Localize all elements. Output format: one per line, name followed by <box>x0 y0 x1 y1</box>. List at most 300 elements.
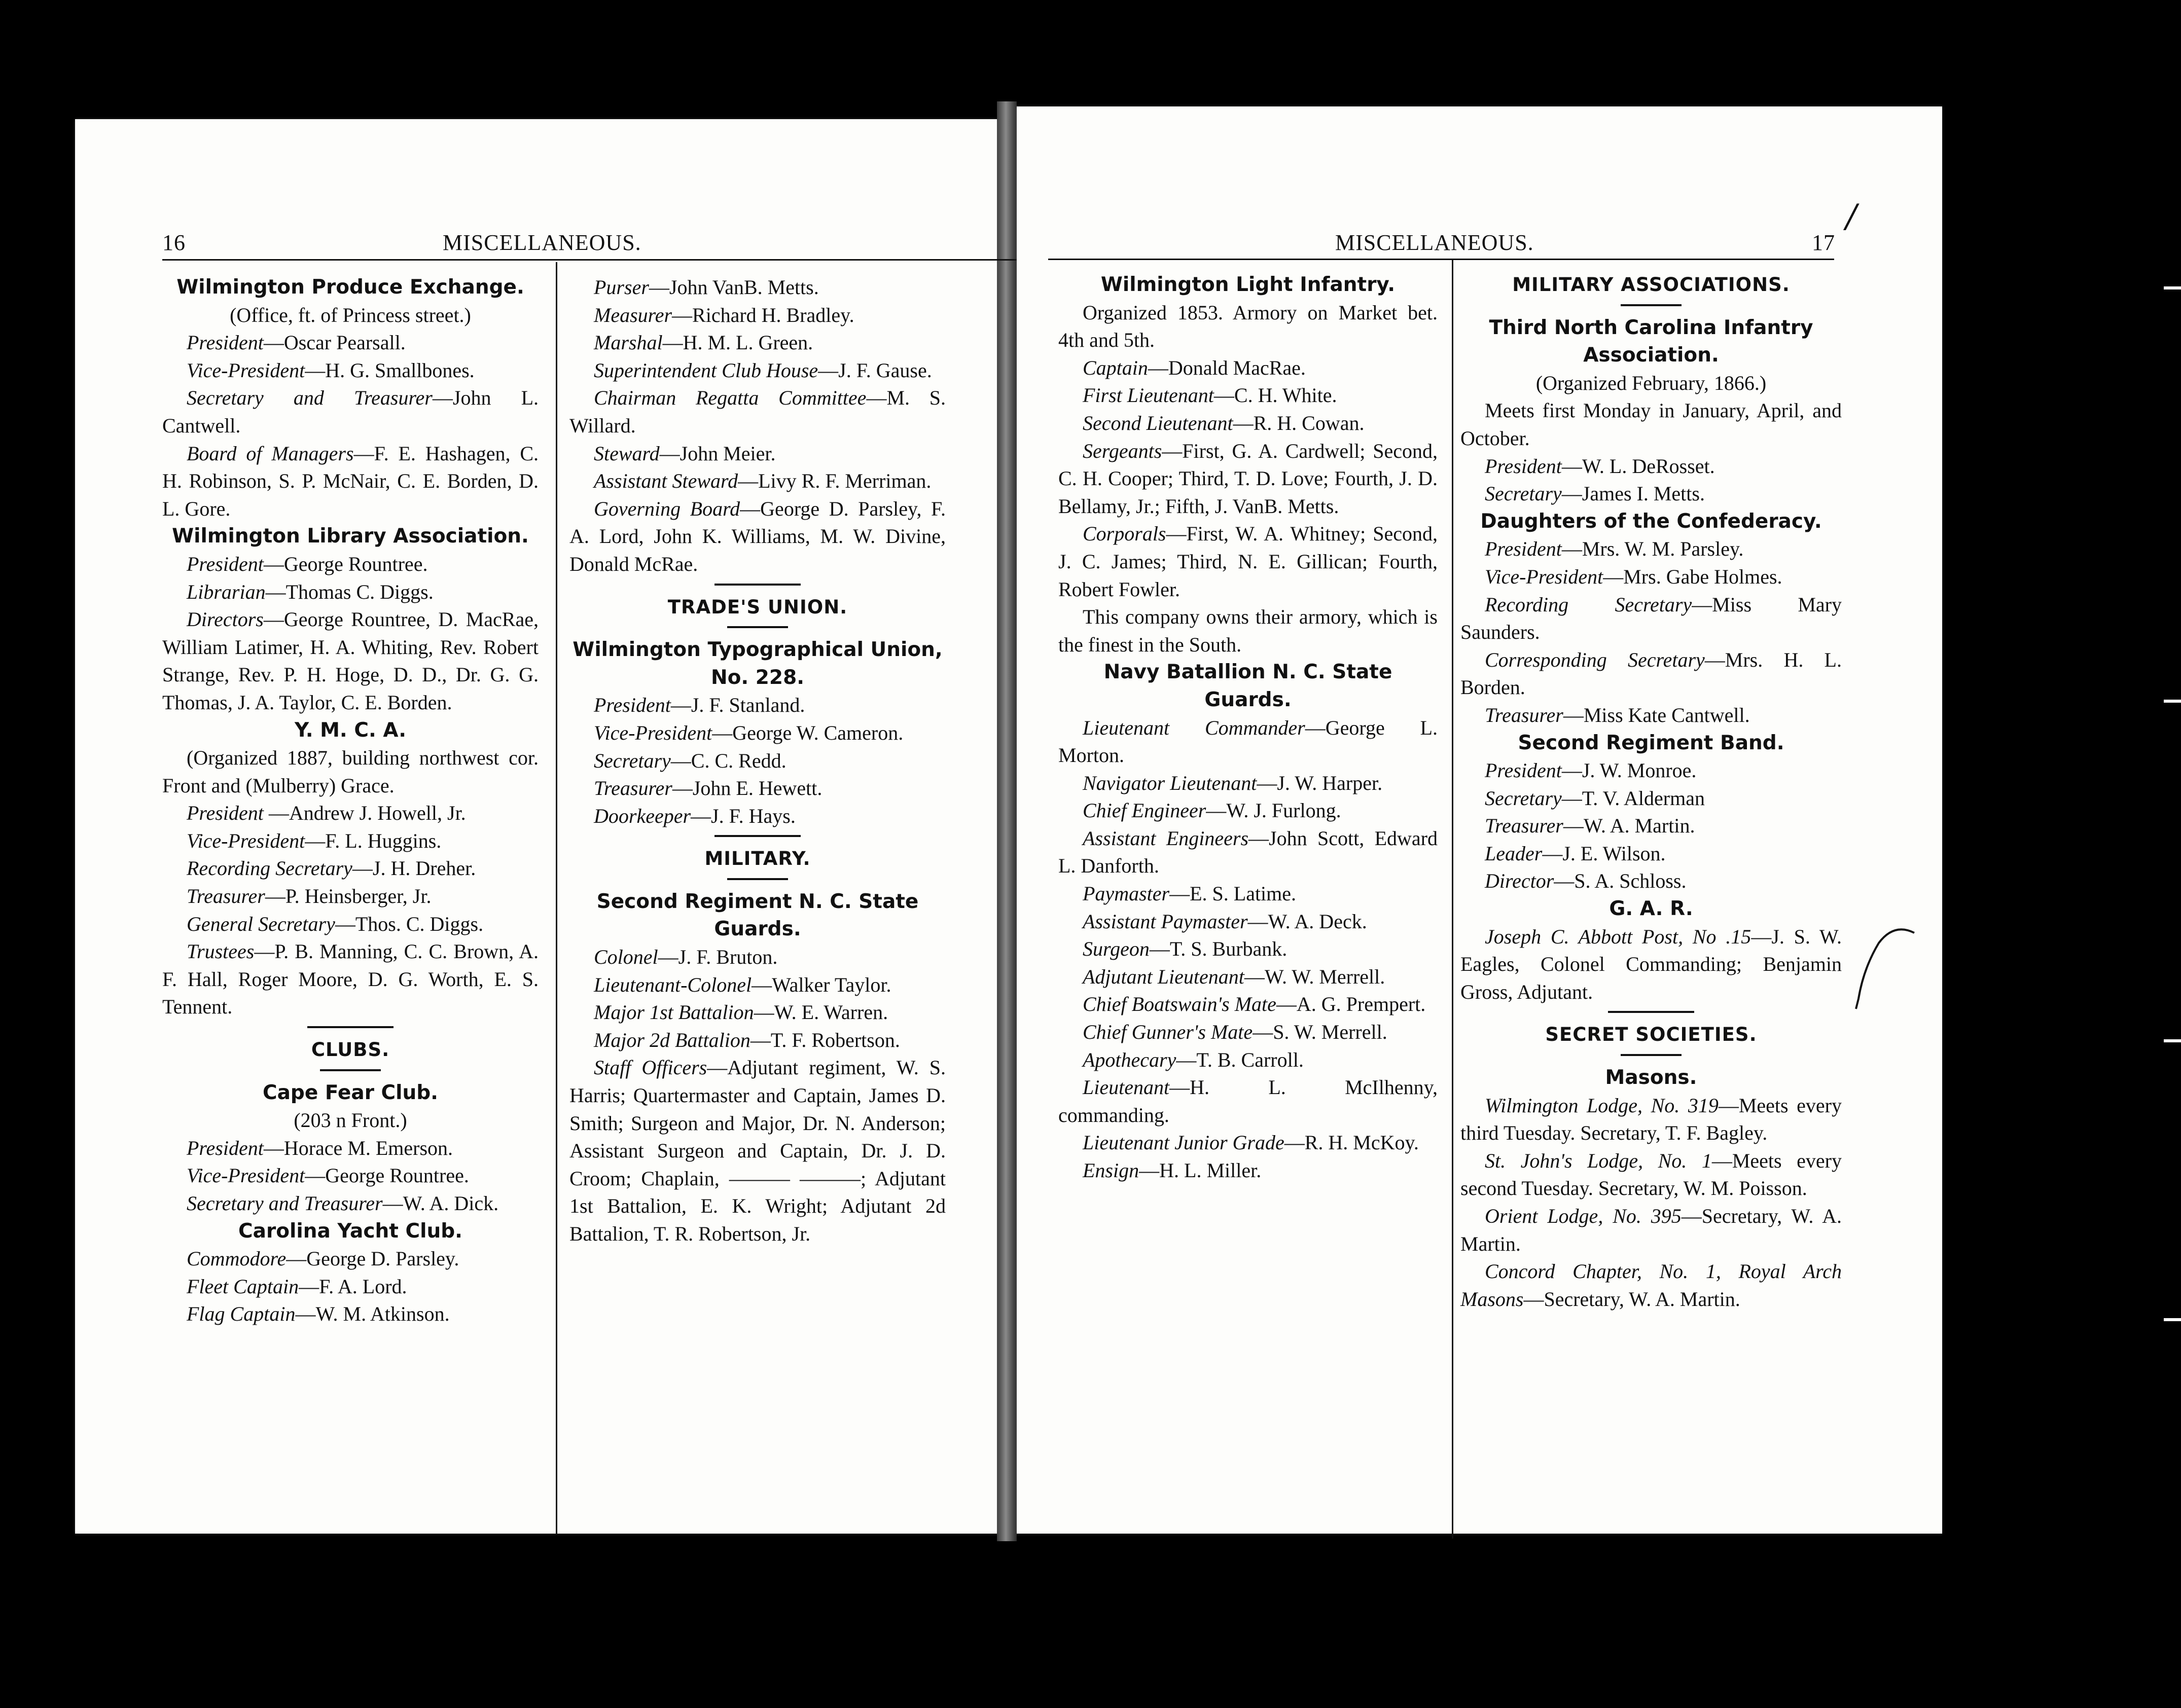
organization-heading <box>162 717 539 745</box>
scan-edge-mark <box>2164 286 2181 289</box>
entry-text: —Mrs. Gabe Holmes. <box>1603 565 1782 588</box>
entry-text: —T. V. Alderman <box>1561 786 1705 810</box>
directory-entry <box>162 1162 539 1190</box>
entry-text: —James I. Metts. <box>1561 482 1705 505</box>
entry-text: —Walker Taylor. <box>752 973 891 996</box>
entry-text: —C. H. White. <box>1213 384 1337 407</box>
directory-entry <box>569 775 946 803</box>
entry-role: President <box>187 331 264 354</box>
entry-text: This company owns their armory, which is the finest in the South. <box>1058 605 1438 656</box>
entry-text: —M. S. Willard. <box>569 386 946 437</box>
entry-text: —First, W. A. Whitney; Second, J. C. James; Third, N. E. Gillican; Fourth, Robert Fowler. <box>1058 522 1438 601</box>
directory-entry <box>162 357 539 385</box>
entry-text: —John VanB. Metts. <box>649 276 819 299</box>
right-page-header: MISCELLANEOUS. <box>1335 230 1534 255</box>
section-heading <box>1460 271 1842 299</box>
entry-role: Trustees <box>187 940 255 963</box>
entry-text: —H. L. Miller. <box>1139 1159 1262 1182</box>
entry-role: General Secretary <box>187 912 335 935</box>
entry-text: —J. F. Hays. <box>691 804 796 827</box>
directory-entry <box>1460 646 1842 702</box>
entry-text: —Miss Mary Saunders. <box>1460 593 1842 644</box>
directory-entry <box>569 274 946 302</box>
directory-entry <box>569 747 946 775</box>
entry-role: President <box>594 694 671 717</box>
header-rule <box>1048 259 1834 260</box>
directory-entry <box>1460 1203 1842 1258</box>
organization-heading <box>162 1079 539 1107</box>
entry-text: —P. Heinsberger, Jr. <box>265 885 432 908</box>
directory-entry <box>1058 410 1438 438</box>
entry-role: Vice-President <box>1485 565 1603 588</box>
entry-text: TRADE'S UNION. <box>667 596 848 618</box>
entry-text: Wilmington Produce Exchange. <box>176 276 524 299</box>
entry-text: Wilmington Typographical Union, No. 228. <box>573 638 943 689</box>
entry-role: Recording Secretary <box>1485 593 1692 616</box>
entry-text: Navy Batallion N. C. State Guards. <box>1103 661 1392 711</box>
entry-role: Measurer <box>594 303 672 326</box>
section-separator <box>727 878 788 880</box>
entry-role: Major 1st Battalion <box>594 1001 754 1024</box>
entry-text: (203 n Front.) <box>294 1109 407 1132</box>
right-column-2 <box>1460 271 1842 1313</box>
directory-entry <box>1058 991 1438 1019</box>
entry-role: Vice-President <box>594 721 712 744</box>
entry-text: MILITARY ASSOCIATIONS. <box>1512 274 1790 296</box>
right-page <box>1017 106 1942 1534</box>
entry-role: Treasurer <box>1485 703 1563 726</box>
entry-text: (Office, ft. of Princess street.) <box>230 303 471 326</box>
section-heading <box>569 594 946 622</box>
entry-role: Doorkeeper <box>594 804 691 827</box>
directory-entry <box>569 1054 946 1248</box>
directory-entry <box>1460 840 1842 868</box>
entry-role: Governing Board <box>594 497 740 520</box>
entry-role: Paymaster <box>1083 882 1170 905</box>
entry-text: —W. E. Warren. <box>754 1001 888 1024</box>
section-separator <box>714 835 801 837</box>
directory-entry <box>162 744 539 800</box>
book-gutter <box>997 101 1017 1541</box>
entry-text: —W. M. Atkinson. <box>295 1302 450 1326</box>
entry-role: Colonel <box>594 946 658 969</box>
directory-entry <box>1058 770 1438 797</box>
entry-text: Second Regiment N. C. State Guards. <box>596 890 919 941</box>
right-page-number: 17 <box>1812 230 1835 255</box>
entry-role: Assistant Engineers <box>1083 826 1249 850</box>
entry-role: Secretary <box>594 749 671 772</box>
directory-entry <box>162 384 539 440</box>
entry-role: President <box>1485 537 1562 561</box>
directory-entry <box>569 440 946 468</box>
entry-role: Chief Gunner's Mate <box>1083 1021 1253 1044</box>
directory-entry <box>1058 963 1438 991</box>
directory-entry <box>1058 825 1438 880</box>
scan-edge-mark <box>2164 700 2181 703</box>
entry-text: —W. A. Deck. <box>1247 910 1367 933</box>
entry-text: —Adjutant regiment, W. S. Harris; Quartermaster and Captain, James D. Smith; Surgeon and Major, Dr. N. Anderson; Assistant Surgeon and Captain, Dr. J. D. Croom; Chaplain, ——— ———; Adjutant 1st Battalion, E. K. Wright; Adjutant 2d Battalion, T. R. Robertson, Jr. <box>569 1056 946 1245</box>
entry-text: SECRET SOCIETIES. <box>1545 1024 1757 1046</box>
entry-role: President <box>1485 759 1562 782</box>
entry-role: Wilmington Lodge, No. 319 <box>1485 1094 1719 1117</box>
directory-entry <box>569 329 946 357</box>
directory-entry <box>162 938 539 1021</box>
directory-entry <box>1460 563 1842 591</box>
directory-entry <box>162 1300 539 1328</box>
entry-role: President <box>187 552 264 575</box>
entry-text: —George D. Parsley. <box>286 1247 459 1270</box>
left-page <box>75 119 997 1534</box>
entry-text: —J. W. Monroe. <box>1561 759 1697 782</box>
column-divider <box>1452 259 1453 1539</box>
left-page-number: 16 <box>162 230 186 255</box>
entry-text: Second Regiment Band. <box>1518 731 1784 754</box>
organization-heading <box>1460 314 1842 370</box>
pencil-mark: / <box>1846 198 1857 235</box>
directory-entry <box>1058 603 1438 659</box>
column-divider <box>556 262 557 1535</box>
entry-role: Corresponding Secretary <box>1485 648 1705 671</box>
left-column-1 <box>162 274 539 1328</box>
entry-role: Captain <box>1083 356 1148 379</box>
entry-role: Board of Managers <box>187 442 354 465</box>
entry-role: Vice-President <box>187 1164 305 1187</box>
section-separator <box>714 584 801 586</box>
entry-text: —J. W. Harper. <box>1257 771 1383 794</box>
entry-role: Surgeon <box>1083 937 1150 961</box>
directory-entry <box>162 606 539 716</box>
entry-text: —Horace M. Emerson. <box>263 1136 453 1159</box>
entry-role: First Lieutenant <box>1083 384 1214 407</box>
directory-entry <box>162 855 539 883</box>
entry-role: Lieutenant-Colonel <box>594 973 752 996</box>
entry-text: Wilmington Light Infantry. <box>1100 273 1396 296</box>
entry-text: —John Scott, Edward L. Danforth. <box>1058 826 1438 878</box>
entry-text: —H. L. McIlhenny, commanding. <box>1058 1076 1438 1126</box>
directory-entry <box>569 495 946 578</box>
entry-text: —W. J. Furlong. <box>1206 799 1341 822</box>
directory-entry <box>1058 797 1438 825</box>
section-separator <box>320 1069 381 1071</box>
directory-entry <box>162 1135 539 1162</box>
directory-entry <box>1460 453 1842 481</box>
section-separator <box>727 626 788 628</box>
directory-entry <box>569 384 946 440</box>
entry-text: —S. A. Schloss. <box>1554 869 1687 893</box>
entry-text: —W. W. Merrell. <box>1244 965 1385 988</box>
directory-entry <box>162 1273 539 1301</box>
organization-heading <box>1460 895 1842 923</box>
entry-text: —J. F. Stanland. <box>670 694 805 717</box>
entry-text: CLUBS. <box>311 1039 390 1061</box>
entry-text: Third North Carolina Infantry Association. <box>1489 316 1813 367</box>
directory-entry <box>1058 382 1438 410</box>
directory-entry <box>162 329 539 357</box>
directory-entry <box>1460 702 1842 730</box>
entry-text: —Thos. C. Diggs. <box>335 912 484 935</box>
entry-role: Ensign <box>1083 1159 1139 1182</box>
entry-text: —J. S. W. Eagles, Colonel Commanding; Benjamin Gross, Adjutant. <box>1460 925 1842 1003</box>
entry-text: —W. A. Martin. <box>1563 814 1695 838</box>
directory-entry <box>162 883 539 911</box>
entry-role: Vice-President <box>187 358 305 382</box>
entry-text: —F. L. Huggins. <box>305 829 442 852</box>
organization-heading <box>569 888 946 943</box>
entry-text: —George D. Parsley, F. A. Lord, John K. Williams, M. W. Divine, Donald McRae. <box>569 497 946 575</box>
entry-role: Secretary <box>1485 786 1562 810</box>
entry-role: Chairman Regatta Committee <box>594 386 867 410</box>
entry-role: St. John's Lodge, No. 1 <box>1485 1149 1712 1172</box>
entry-text: —Thomas C. Diggs. <box>265 580 434 603</box>
entry-role: Commodore <box>187 1247 287 1270</box>
entry-role: Staff Officers <box>594 1056 707 1079</box>
entry-text: —George Rountree, D. MacRae, William Latimer, H. A. Whiting, Rev. Robert Strange, Rev. P. H. Hoge, D. D., Dr. G. G. Thomas, J. A. Taylor, C. E. Borden. <box>162 608 539 714</box>
directory-entry <box>1460 480 1842 508</box>
entry-role: Lieutenant Junior Grade <box>1083 1131 1284 1154</box>
directory-entry <box>1058 908 1438 936</box>
directory-entry <box>162 1190 539 1218</box>
directory-entry <box>569 803 946 830</box>
entry-role: Vice-President <box>187 829 305 852</box>
directory-entry <box>1058 1046 1438 1074</box>
directory-entry <box>569 719 946 747</box>
organization-heading <box>1058 659 1438 714</box>
entry-role: Adjutant Lieutenant <box>1083 965 1244 988</box>
section-heading <box>1460 1021 1842 1049</box>
entry-role: Director <box>1485 869 1554 893</box>
organization-heading <box>162 523 539 551</box>
entry-role: Corporals <box>1083 522 1166 546</box>
entry-text: —J. H. Dreher. <box>352 857 476 880</box>
directory-entry <box>1460 867 1842 895</box>
section-separator <box>307 1026 394 1028</box>
entry-text: G. A. R. <box>1609 897 1693 921</box>
entry-text: —Richard H. Bradley. <box>672 303 854 326</box>
left-column-2 <box>569 274 946 1248</box>
organization-heading <box>162 1218 539 1246</box>
entry-text: —W. A. Dick. <box>382 1192 499 1215</box>
entry-role: Second Lieutenant <box>1083 411 1233 434</box>
entry-text: —T. B. Carroll. <box>1176 1048 1304 1071</box>
organization-note <box>162 302 539 330</box>
entry-text: Organized 1853. Armory on Market bet. 4th and 5th. <box>1058 301 1438 352</box>
entry-role: Directors <box>187 608 264 631</box>
directory-entry <box>1058 1157 1438 1185</box>
entry-text: Masons. <box>1605 1066 1697 1089</box>
entry-text: —Oscar Pearsall. <box>263 331 406 354</box>
directory-entry <box>1460 785 1842 813</box>
entry-text: Carolina Yacht Club. <box>238 1219 462 1243</box>
entry-role: Fleet Captain <box>187 1275 299 1298</box>
entry-role: Major 2d Battalion <box>594 1028 750 1051</box>
entry-text: Meets first Monday in January, April, and October. <box>1460 399 1842 450</box>
entry-text: Wilmington Library Association. <box>172 525 529 548</box>
entry-text: —T. F. Robertson. <box>750 1028 900 1051</box>
entry-text: —George Rountree. <box>263 552 428 575</box>
entry-role: Joseph C. Abbott Post, No .15 <box>1485 925 1751 948</box>
entry-text: (Organized February, 1866.) <box>1535 371 1767 394</box>
entry-role: Secretary and Treasurer <box>187 1192 383 1215</box>
entry-text: —George W. Cameron. <box>712 721 904 744</box>
entry-role: Assistant Paymaster <box>1083 910 1248 933</box>
directory-entry <box>569 302 946 330</box>
entry-role: Chief Boatswain's Mate <box>1083 993 1276 1016</box>
entry-text: —J. E. Wilson. <box>1542 842 1666 865</box>
entry-text: —C. C. Redd. <box>670 749 786 772</box>
entry-text: Y. M. C. A. <box>294 718 407 742</box>
header-rule <box>162 259 1020 261</box>
directory-entry <box>1460 812 1842 840</box>
directory-entry <box>1058 438 1438 521</box>
left-page-header: MISCELLANEOUS. <box>443 230 641 255</box>
entry-role: Secretary and Treasurer <box>187 386 433 410</box>
directory-entry <box>1460 1147 1842 1203</box>
entry-text: —John L. Cantwell. <box>162 386 539 437</box>
directory-entry <box>1460 1092 1842 1147</box>
entry-text: —T. S. Burbank. <box>1149 937 1288 961</box>
organization-heading <box>1058 271 1438 299</box>
organization-note <box>162 1107 539 1135</box>
entry-role: Chief Engineer <box>1083 799 1206 822</box>
entry-text: —J. F. Gause. <box>818 358 932 382</box>
entry-role: Navigator Lieutenant <box>1083 771 1257 794</box>
entry-role: President <box>1485 454 1562 478</box>
organization-heading <box>1460 730 1842 757</box>
pencil-bracket <box>1848 913 1919 1014</box>
entry-role: Marshal <box>594 331 663 354</box>
entry-text: —H. M. L. Green. <box>662 331 813 354</box>
entry-role: President <box>187 1136 264 1159</box>
directory-entry <box>1058 714 1438 770</box>
entry-text: —First, G. A. Cardwell; Second, C. H. Cooper; Third, T. D. Love; Fourth, J. D. Bellamy, Jr.; Fifth, J. VanB. Metts. <box>1058 439 1438 518</box>
directory-entry <box>569 692 946 719</box>
entry-text: —H. G. Smallbones. <box>305 358 475 382</box>
entry-text: —Meets every second Tuesday. Secretary, W. M. Poisson. <box>1460 1149 1842 1200</box>
section-heading <box>162 1036 539 1064</box>
directory-entry <box>1058 935 1438 963</box>
directory-entry <box>569 943 946 971</box>
entry-text: —R. H. McKoy. <box>1284 1131 1419 1154</box>
directory-entry <box>1460 397 1842 452</box>
entry-role: Lieutenant <box>1083 1076 1170 1099</box>
entry-text: —Secretary, W. A. Martin. <box>1523 1287 1740 1311</box>
directory-entry <box>1058 354 1438 382</box>
entry-role: Sergeants <box>1083 439 1162 462</box>
entry-text: MILITARY. <box>704 848 811 870</box>
directory-entry <box>1058 1019 1438 1046</box>
organization-note <box>1460 370 1842 397</box>
scan-edge-mark <box>2164 1039 2181 1042</box>
directory-entry <box>569 467 946 495</box>
entry-text: —Donald MacRae. <box>1148 356 1306 379</box>
entry-role: Librarian <box>187 580 266 603</box>
entry-role: Leader <box>1485 842 1543 865</box>
entry-role: Flag Captain <box>187 1302 296 1326</box>
directory-entry <box>1058 880 1438 908</box>
entry-role: Superintendent Club House <box>594 358 818 382</box>
section-separator <box>1621 304 1682 306</box>
entry-text: (Organized 1887, building northwest cor. Front and (Mulberry) Grace. <box>162 746 539 797</box>
section-separator <box>1608 1011 1694 1013</box>
section-heading <box>569 845 946 873</box>
directory-entry <box>162 827 539 855</box>
entry-text: —Meets every third Tuesday. Secretary, T. F. Bagley. <box>1460 1094 1842 1145</box>
entry-role: Assistant Steward <box>594 469 738 493</box>
entry-role: President <box>187 802 264 825</box>
entry-text: —S. W. Merrell. <box>1253 1021 1387 1044</box>
entry-text: —F. E. Hashagen, C. H. Robinson, S. P. McNair, C. E. Borden, D. L. Gore. <box>162 442 539 520</box>
directory-entry <box>1460 757 1842 785</box>
entry-text: —R. H. Cowan. <box>1233 411 1365 434</box>
directory-entry <box>1460 591 1842 646</box>
directory-entry <box>1058 520 1438 603</box>
entry-text: —George L. Morton. <box>1058 716 1438 767</box>
entry-role: Recording Secretary <box>187 857 352 880</box>
entry-role: Concord Chapter, No. 1, Royal Arch Masons <box>1460 1260 1842 1311</box>
entry-text: Daughters of the Confederacy. <box>1480 510 1822 533</box>
entry-role: Steward <box>594 442 660 465</box>
directory-entry <box>1058 1074 1438 1129</box>
entry-text: —A. G. Prempert. <box>1276 993 1426 1016</box>
entry-role: Apothecary <box>1083 1048 1176 1071</box>
entry-text: —Secretary, W. A. Martin. <box>1460 1205 1842 1255</box>
directory-entry <box>569 1027 946 1055</box>
entry-text: —P. B. Manning, C. C. Brown, A. F. Hall, Roger Moore, D. G. Worth, E. S. Tennent. <box>162 940 539 1019</box>
entry-text: —Mrs. H. L. Borden. <box>1460 648 1842 699</box>
directory-entry <box>162 551 539 578</box>
right-column-1 <box>1058 271 1438 1185</box>
directory-entry <box>1460 1258 1842 1313</box>
directory-entry <box>162 1245 539 1273</box>
organization-heading <box>1460 508 1842 536</box>
entry-role: Treasurer <box>594 777 672 800</box>
entry-role: Treasurer <box>1485 814 1563 838</box>
directory-entry <box>162 440 539 523</box>
organization-heading <box>162 274 539 302</box>
entry-text: —F. A. Lord. <box>299 1275 407 1298</box>
entry-role: Orient Lodge, No. 395 <box>1485 1205 1682 1227</box>
directory-entry <box>162 578 539 606</box>
directory-entry <box>1058 1129 1438 1157</box>
directory-entry <box>1460 535 1842 563</box>
directory-entry <box>1460 923 1842 1006</box>
entry-text: —John E. Hewett. <box>672 777 823 800</box>
entry-text: —J. F. Bruton. <box>658 946 778 969</box>
directory-entry <box>569 999 946 1027</box>
directory-entry <box>569 357 946 385</box>
entry-text: Cape Fear Club. <box>262 1081 438 1104</box>
directory-entry <box>162 911 539 938</box>
directory-entry <box>162 800 539 827</box>
organization-heading <box>569 636 946 692</box>
organization-heading <box>1460 1064 1842 1092</box>
directory-entry <box>569 971 946 999</box>
entry-role: Purser <box>594 276 649 299</box>
entry-text: —Mrs. W. M. Parsley. <box>1561 537 1744 561</box>
entry-text: —E. S. Latime. <box>1169 882 1297 905</box>
scan-edge-mark <box>2164 1318 2181 1321</box>
entry-text: —George Rountree. <box>305 1164 469 1187</box>
directory-entry <box>1058 299 1438 354</box>
entry-text: —Livy R. F. Merriman. <box>738 469 932 493</box>
entry-text: —W. L. DeRosset. <box>1561 454 1715 478</box>
entry-role: Treasurer <box>187 885 265 908</box>
entry-text: —Miss Kate Cantwell. <box>1563 703 1750 726</box>
entry-role: Lieutenant Commander <box>1083 716 1305 739</box>
entry-text: —John Meier. <box>659 442 776 465</box>
section-separator <box>1621 1054 1682 1056</box>
entry-role: Secretary <box>1485 482 1562 505</box>
